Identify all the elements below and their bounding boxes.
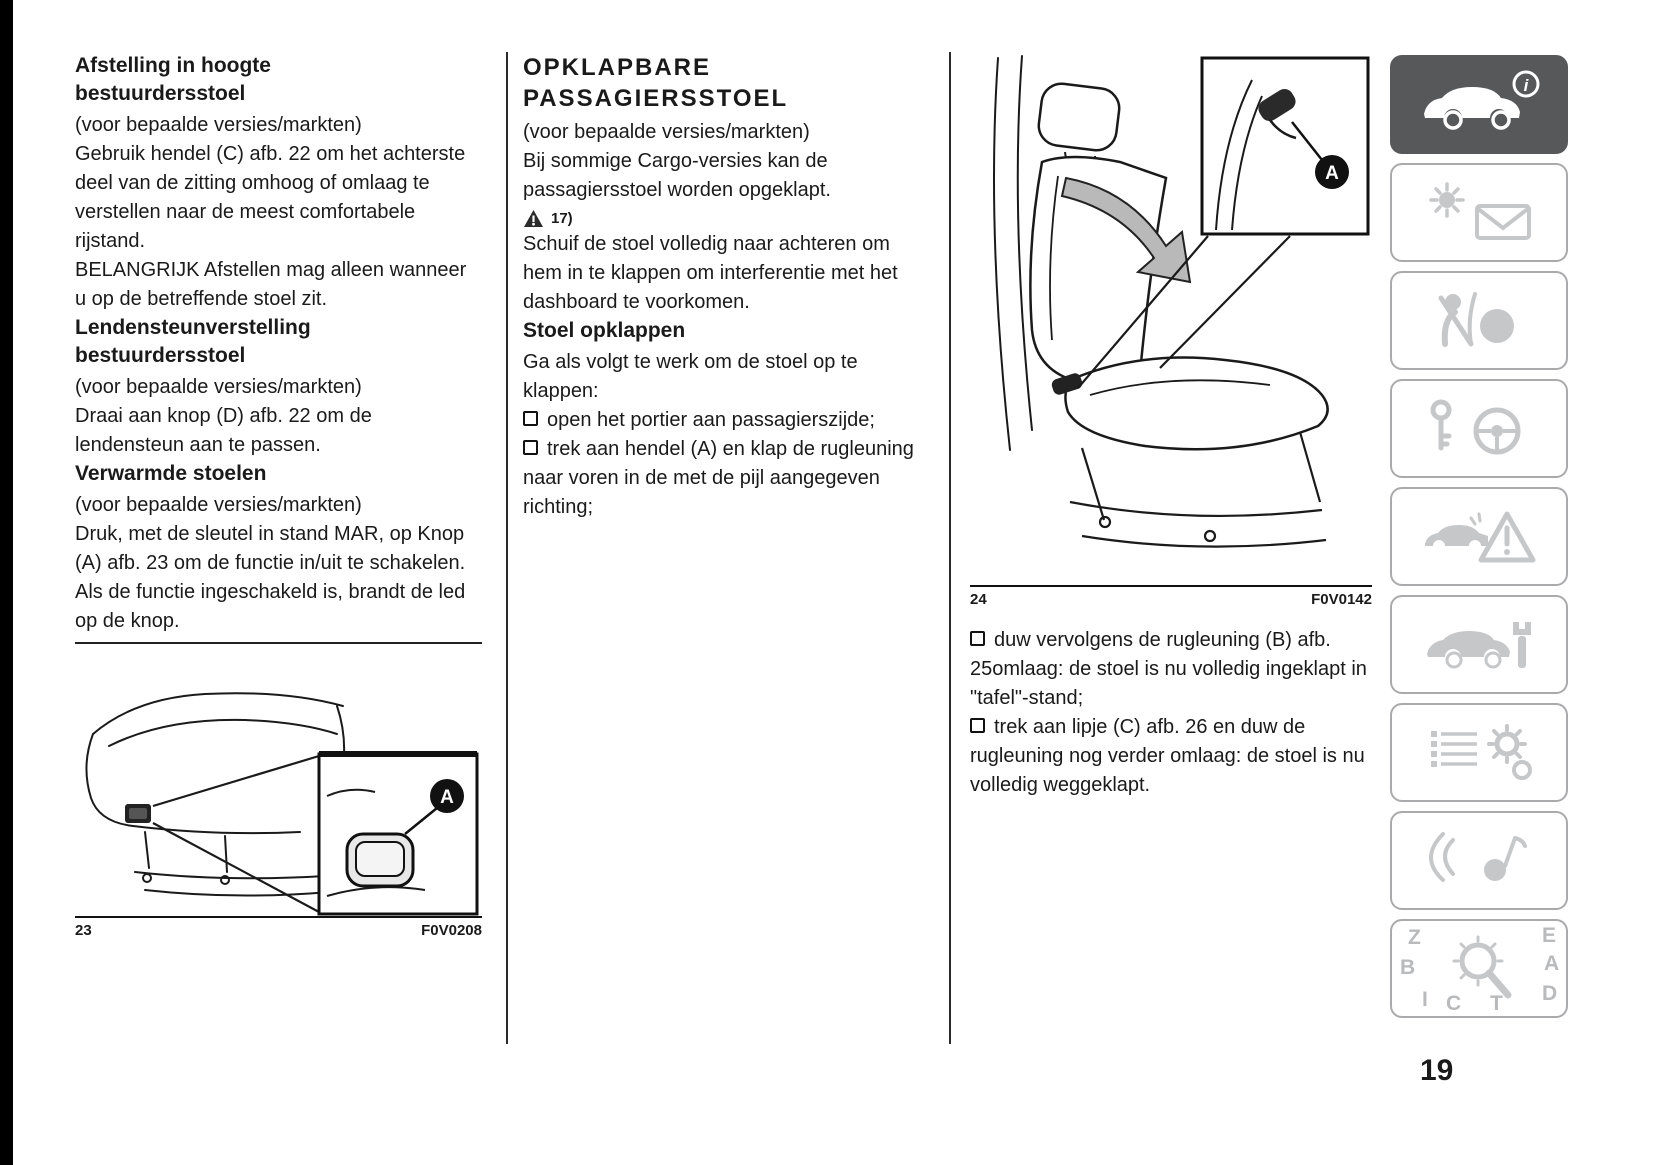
figure-number: 23 <box>75 922 92 939</box>
index-letter: T <box>1490 992 1503 1015</box>
figure-code: F0V0208 <box>421 922 482 939</box>
emergency-triangle-icon <box>1419 502 1539 572</box>
bullet-square-icon <box>523 411 538 426</box>
headrest <box>1037 81 1122 152</box>
index-letter: E <box>1542 924 1557 947</box>
index-letter: D <box>1542 982 1558 1005</box>
airbag-safety-icon <box>1419 286 1539 356</box>
callout-a-label: A <box>440 787 454 808</box>
sidebar-tab-multimedia[interactable] <box>1390 811 1568 910</box>
callout-a-label: A <box>1325 163 1339 184</box>
index-letter: C <box>1446 992 1462 1015</box>
index-letter: Z <box>1408 926 1421 949</box>
page-edge-bar <box>0 0 13 1165</box>
paragraph: Draai aan knop (D) afb. 22 om de lendensteun aan te passen. <box>75 405 372 456</box>
page-number: 19 <box>1420 1054 1454 1087</box>
sidebar-tab-safety[interactable] <box>1390 271 1568 370</box>
car-service-icon <box>1419 610 1539 680</box>
warning-number: 17) <box>551 210 573 227</box>
variant-note: (voor bepaalde versies/markten) <box>523 121 810 143</box>
section-heading: Afstelling in hoogte bestuurdersstoel <box>75 54 271 105</box>
subsection-heading: Stoel opklappen <box>523 319 686 342</box>
multimedia-icon <box>1419 826 1539 896</box>
column-2 <box>523 52 928 522</box>
figure-24 <box>970 50 1372 608</box>
seat-button-illustration <box>75 646 480 916</box>
bullet-item: duw vervolgens de rugleuning (B) afb. 25omlaag: de stoel is nu volledig ingeklapt in "tafel"-stand; <box>970 629 1367 709</box>
sidebar-tab-emergency[interactable] <box>1390 487 1568 586</box>
sidebar-tab-technical-data[interactable] <box>1390 703 1568 802</box>
bullet-square-icon <box>970 631 985 646</box>
seat-cushion <box>1065 358 1327 450</box>
car-info-icon <box>1414 68 1544 142</box>
section-heading: Verwarmde stoelen <box>75 462 267 485</box>
folding-seat-illustration <box>970 50 1370 585</box>
key-steering-icon <box>1419 394 1539 464</box>
index-letter: I <box>1422 988 1428 1011</box>
sidebar-tab-vehicle-info[interactable] <box>1390 55 1568 154</box>
sidebar-tab-dashboard-controls[interactable] <box>1390 163 1568 262</box>
bullet-item: trek aan lipje (C) afb. 26 en duw de rugleuning nog verder omlaag: de stoel is nu volledig weggeklapt. <box>970 716 1365 796</box>
paragraph: BELANGRIJK Afstellen mag alleen wanneer u op de betreffende stoel zit. <box>75 259 467 310</box>
paragraph: Bij sommige Cargo-versies kan de passagiersstoel worden opgeklapt. <box>523 150 831 201</box>
paragraph: Ga als volgt te werk om de stoel op te klappen: <box>523 351 858 402</box>
info-letter: i <box>1523 75 1529 95</box>
sidebar-tab-index[interactable] <box>1390 919 1568 1018</box>
paragraph: Druk, met de sleutel in stand MAR, op Knop (A) afb. 23 om de functie in/uit te schakelen. <box>75 523 466 574</box>
warning-reference <box>523 209 928 228</box>
column-divider <box>949 52 951 1044</box>
bullet-square-icon <box>970 718 985 733</box>
figure-caption <box>75 916 482 939</box>
variant-note: (voor bepaalde versies/markten) <box>75 494 362 516</box>
bullet-item: open het portier aan passagierszijde; <box>523 406 928 435</box>
chapter-tab-bar <box>1390 55 1568 1018</box>
figure-23 <box>75 642 482 939</box>
sidebar-tab-servicing[interactable] <box>1390 595 1568 694</box>
inset-box <box>1202 58 1368 234</box>
chapter-heading: OPKLAPBARE PASSAGIERSSTOEL <box>523 54 789 112</box>
variant-note: (voor bepaalde versies/markten) <box>75 376 362 398</box>
column-divider <box>506 52 508 1044</box>
warning-triangle-icon <box>523 209 544 228</box>
technical-data-icon <box>1419 718 1539 788</box>
figure-caption <box>970 585 1372 608</box>
index-letter: A <box>1544 952 1560 975</box>
bullet-item: trek aan hendel (A) en klap de rugleuning naar voren in de met de pijl aangegeven richting; <box>523 438 914 518</box>
bullet-square-icon <box>523 440 538 455</box>
sidebar-tab-starting-driving[interactable] <box>1390 379 1568 478</box>
column-3 <box>970 50 1372 800</box>
figure-number: 24 <box>970 591 987 608</box>
section-heading: Lendensteunverstelling bestuurdersstoel <box>75 316 311 367</box>
index-letter: B <box>1400 956 1416 979</box>
paragraph: Schuif de stoel volledig naar achteren om hem in te klappen om interferentie met het dashboard te voorkomen. <box>523 233 898 313</box>
dashboard-lights-icon <box>1419 178 1539 248</box>
figure-code: F0V0142 <box>1311 591 1372 608</box>
paragraph: Als de functie ingeschakeld is, brandt de led op de knop. <box>75 581 466 632</box>
column-1 <box>75 52 482 939</box>
paragraph: Gebruik hendel (C) afb. 22 om het achterste deel van de zitting omhoog of omlaag te verstellen naar de meest comfortabele rijstand. <box>75 143 466 252</box>
variant-note: (voor bepaalde versies/markten) <box>75 114 362 136</box>
